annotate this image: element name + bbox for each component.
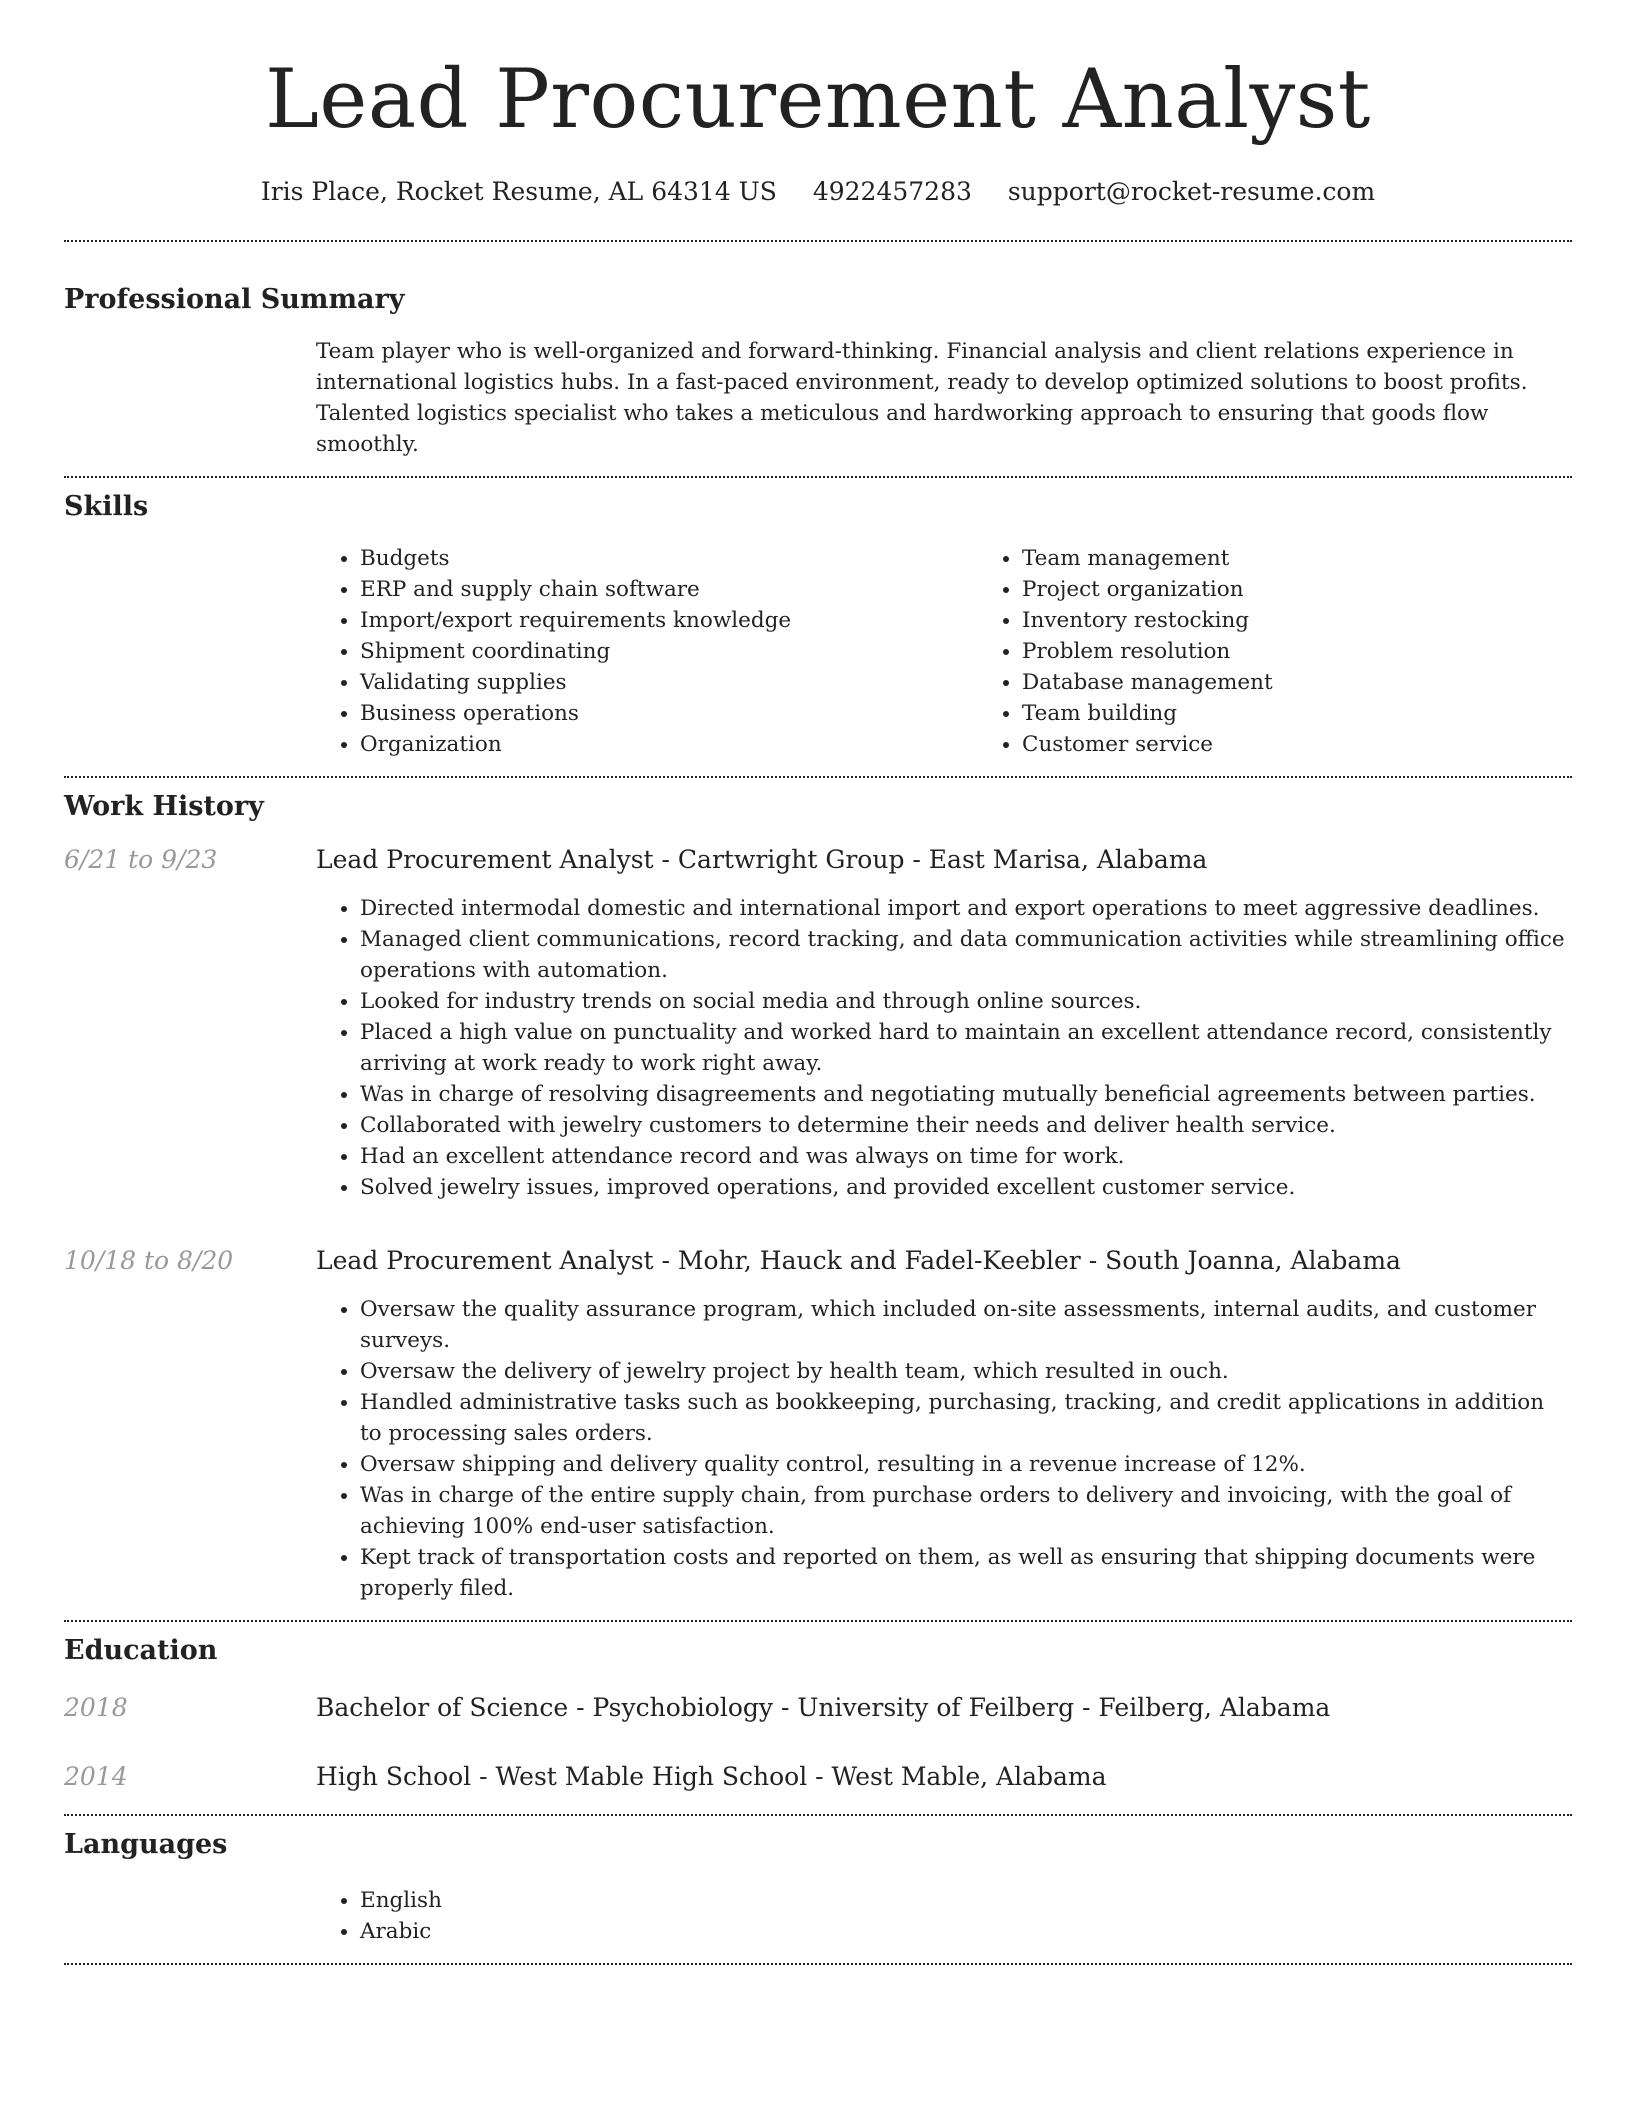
job-heading: Lead Procurement Analyst - Mohr, Hauck and Fadel-Keebler - South Joanna, Alabama — [316, 1246, 1401, 1276]
skill-item: • Project organization — [1022, 574, 1632, 605]
skill-item: • Import/export requirements knowledge — [360, 605, 978, 636]
job-bullet: • Oversaw the quality assurance program, which included on-site assessments, internal audits, and customer surveys. — [360, 1294, 1572, 1356]
education-year: 2018 — [64, 1692, 128, 1722]
skill-item: • ERP and supply chain software — [360, 574, 978, 605]
job-bullet: • Was in charge of the entire supply chain, from purchase orders to delivery and invoicing, with the goal of achieving 100% end-user satisfaction. — [360, 1480, 1572, 1542]
summary-heading: Professional Summary — [64, 284, 405, 315]
education-entry — [64, 1762, 1572, 1792]
education-details: High School - West Mable High School - West Mable, Alabama — [316, 1761, 1107, 1791]
skill-item: • Shipment coordinating — [360, 636, 978, 667]
section-divider — [64, 240, 1572, 242]
job-dates: 10/18 to 8/20 — [64, 1246, 234, 1276]
language-item: • Arabic — [360, 1916, 1572, 1947]
section-divider — [64, 776, 1572, 778]
job-bullet: • Directed intermodal domestic and international import and export operations to meet aggressive deadlines. — [360, 893, 1572, 924]
job-bullet: • Oversaw shipping and delivery quality control, resulting in a revenue increase of 12%. — [360, 1449, 1572, 1480]
candidate-name: Lead Procurement Analyst — [265, 53, 1371, 147]
job-bullet: • Had an excellent attendance record and was always on time for work. — [360, 1141, 1572, 1172]
work-history-heading: Work History — [64, 790, 264, 822]
resume-page — [64, 0, 1572, 1965]
education-heading: Education — [64, 1635, 218, 1667]
skill-item: • Team management — [1022, 543, 1632, 574]
job-bullet: • Was in charge of resolving disagreements and negotiating mutually beneficial agreements between parties. — [360, 1079, 1572, 1110]
job-entry — [64, 1246, 1572, 1604]
section-divider — [64, 1620, 1572, 1622]
language-item: • English — [360, 1885, 1572, 1916]
skill-item: • Budgets — [360, 543, 978, 574]
skill-item: • Organization — [360, 729, 978, 760]
skill-item: • Problem resolution — [1022, 636, 1632, 667]
job-dates: 6/21 to 9/23 — [64, 845, 218, 875]
job-bullet: • Collaborated with jewelry customers to determine their needs and deliver health service. — [360, 1110, 1572, 1141]
job-bullets — [316, 893, 1572, 1203]
contact-email: support@rocket-resume.com — [1007, 177, 1376, 206]
skills-column-1 — [316, 543, 978, 760]
job-bullet: • Placed a high value on punctuality and worked hard to maintain an excellent attendance record, consistently arriving at work ready to work right away. — [360, 1017, 1572, 1079]
skill-item: • Validating supplies — [360, 667, 978, 698]
section-divider — [64, 476, 1572, 478]
skill-item: • Inventory restocking — [1022, 605, 1632, 636]
section-divider — [64, 1814, 1572, 1816]
skills-column-2 — [978, 543, 1632, 760]
job-bullet: • Oversaw the delivery of jewelry project by health team, which resulted in ouch. — [360, 1356, 1572, 1387]
skills-heading: Skills — [64, 491, 149, 523]
languages-list — [316, 1885, 1572, 1947]
skill-item: • Business operations — [360, 698, 978, 729]
skill-item: • Database management — [1022, 667, 1632, 698]
skill-item: • Customer service — [1022, 729, 1632, 760]
education-entry — [64, 1693, 1572, 1723]
job-bullet: • Managed client communications, record tracking, and data communication activities while streamlining office operations with automation. — [360, 924, 1572, 986]
languages-section — [64, 1885, 1572, 1947]
education-year: 2014 — [64, 1761, 128, 1791]
education-details: Bachelor of Science - Psychobiology - University of Feilberg - Feilberg, Alabama — [316, 1692, 1331, 1722]
contact-line — [64, 177, 1572, 207]
job-entry — [64, 845, 1572, 1203]
job-bullets — [316, 1294, 1572, 1604]
job-heading: Lead Procurement Analyst - Cartwright Group - East Marisa, Alabama — [316, 845, 1208, 875]
job-bullet: • Solved jewelry issues, improved operations, and provided excellent customer service. — [360, 1172, 1572, 1203]
job-bullet: • Handled administrative tasks such as bookkeeping, purchasing, tracking, and credit applications in addition to processing sales orders. — [360, 1387, 1572, 1449]
contact-address: Iris Place, Rocket Resume, AL 64314 US — [260, 177, 777, 206]
job-bullet: • Kept track of transportation costs and reported on them, as well as ensuring that shipping documents were properly filed. — [360, 1542, 1572, 1604]
section-divider — [64, 1963, 1572, 1965]
job-bullet: • Looked for industry trends on social media and through online sources. — [360, 986, 1572, 1017]
skills-section — [64, 543, 1572, 760]
skill-item: • Team building — [1022, 698, 1632, 729]
summary-section — [64, 336, 1572, 460]
contact-phone: 4922457283 — [812, 177, 972, 206]
languages-heading: Languages — [64, 1828, 228, 1860]
summary-text: Team player who is well-organized and forward-thinking. Financial analysis and client relations experience in international logistics hubs. In a fast-paced environment, ready to develop optimized solutions to boost profits. Talented logistics specialist who takes a meticulous and hardworking approach to ensuring that goods flow smoothly. — [316, 339, 1528, 458]
